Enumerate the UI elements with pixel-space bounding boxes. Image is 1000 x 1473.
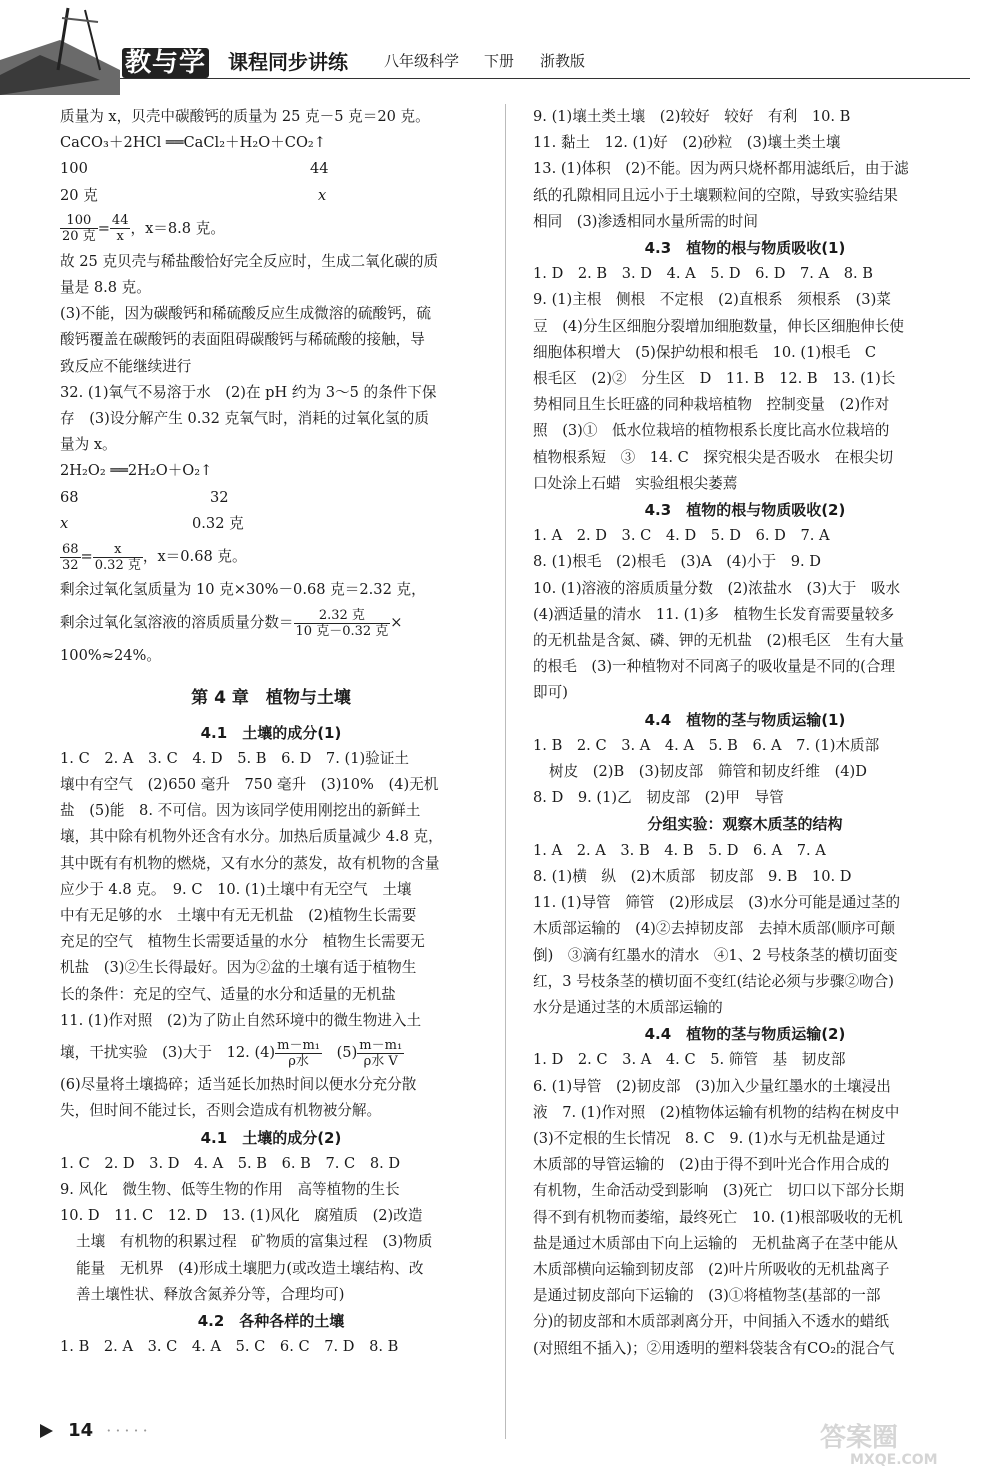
answer-line: 9. (1)主根 侧根 不定根 (2)直根系 须根系 (3)菜 bbox=[533, 291, 891, 309]
answer-line: 13. (1)体积 (2)不能。因为两只烧杯都用滤纸后，由于滤 bbox=[533, 160, 909, 178]
equation-value: 44 bbox=[310, 160, 329, 178]
answer-line: (4)洒适量的清水 11. (1)多 植物生长发育需要量较多 bbox=[533, 605, 895, 623]
answer-line: 土壤 有机物的积累过程 矿物质的富集过程 (3)物质 bbox=[76, 1233, 433, 1251]
answer-line: 10. D 11. C 12. D 13. (1)风化 腐殖质 (2)改造 bbox=[60, 1207, 423, 1225]
answer-line: 壤，其中除有机物外还含有水分。加热后质量减少 4.8 克， bbox=[60, 828, 443, 846]
text-line: 质量为 x，贝壳中碳酸钙的质量为 25 克－5 克＝20 克。 bbox=[60, 108, 430, 125]
text-line: 量为 x。 bbox=[60, 436, 117, 454]
answer-line: 8. (1)根毛 (2)根毛 (3)A (4)小于 9. D bbox=[533, 553, 821, 571]
answer-line: 失，但时间不能过长，否则会造成有机物被分解。 bbox=[60, 1102, 382, 1120]
footer-dots: ····· bbox=[106, 1421, 152, 1440]
answer-line: 纸的孔隙相同且远小于土壤颗粒间的空隙，导致实验结果 bbox=[533, 186, 898, 204]
column-divider bbox=[505, 104, 506, 1439]
answer-line: 植物根系短 ③ 14. C 探究根尖是否吸水 在根尖切 bbox=[533, 448, 894, 466]
arrow-right-icon bbox=[40, 1424, 53, 1438]
equation-value: 68 bbox=[60, 488, 79, 506]
answer-line: 1. B 2. A 3. C 4. A 5. C 6. C 7. D 8. B bbox=[60, 1338, 399, 1356]
answer-line: 口处涂上石蜡 实验组根尖萎蔫 bbox=[533, 474, 738, 492]
answer-line: 即可) bbox=[533, 684, 568, 702]
text-line: 100%≈24%。 bbox=[60, 647, 161, 665]
fraction: $\frac{100}{\text{20 克}}$ bbox=[62, 213, 96, 245]
answer-line: 充足的空气 植物生长需要适量的水分 植物生长需要无 bbox=[60, 933, 425, 951]
answer-line: 1. C 2. D 3. D 4. A 5. B 6. B 7. C 8. D bbox=[60, 1154, 401, 1172]
text-line: 故 25 克贝壳与稀盐酸恰好完全反应时，生成二氧化碳的质 bbox=[60, 252, 439, 270]
page-number: 14 bbox=[68, 1420, 94, 1441]
brand-logo: 教与学 bbox=[122, 42, 209, 79]
section-heading: 4.4 植物的茎与物质运输(1) bbox=[644, 710, 846, 729]
answer-line: 分)的韧皮部和木质部剥离分开，中间插入不透水的蜡纸 bbox=[533, 1313, 889, 1331]
answer-line: 盐是通过木质部由下向上运输的 无机盐离子在茎中能从 bbox=[533, 1234, 898, 1252]
equation-line: CaCO₃＋2HCl ══CaCl₂＋H₂O＋CO₂↑ bbox=[60, 134, 326, 152]
answer-line: (对照组不插入)；②用透明的塑料袋装含有CO₂的混合气 bbox=[533, 1339, 895, 1357]
section-heading: 4.2 各种各样的土壤 bbox=[197, 1311, 345, 1330]
answer-line: 得不到有机物而萎缩，最终死亡 10. (1)根部吸收的无机 bbox=[533, 1208, 903, 1226]
header-grade: 八年级科学 bbox=[384, 52, 460, 70]
header-decoration-icon bbox=[0, 0, 120, 95]
answer-line: 11. 黏土 12. (1)好 (2)砂粒 (3)壤土类土壤 bbox=[533, 134, 841, 152]
answer-line: 中有无足够的水 土壤中有无无机盐 (2)植物生长需要 bbox=[60, 907, 417, 925]
answer-line: 水分是通过茎的木质部运输的 bbox=[533, 998, 723, 1016]
fraction: $\frac{\text{m－m₁}}{\text{ρ水 V}}$ bbox=[359, 1037, 403, 1069]
answer-line: 是通过韧皮部向下运输的 (3)①将植物茎(基部的一部 bbox=[533, 1287, 881, 1305]
answer-line: 倒) ③滴有红墨水的清水 ④1、2 号枝条茎的横切面变 bbox=[533, 946, 898, 964]
answer-line: 盐 (5)能 8. 不可信。因为该同学使用刚挖出的新鲜土 bbox=[60, 802, 421, 820]
equation-value: 20 克 bbox=[60, 186, 98, 204]
text-line: 32. (1)氧气不易溶于水 (2)在 pH 约为 3～5 的条件下保 bbox=[60, 383, 437, 401]
svg-text:MXQE.COM: MXQE.COM bbox=[850, 1452, 938, 1468]
header-volume: 下册 bbox=[484, 52, 515, 70]
equation-value: 32 bbox=[210, 488, 229, 506]
answer-line: 红，3 号枝条茎的横切面不变红(结论必须与步骤②吻合) bbox=[533, 972, 894, 990]
section-heading: 分组实验：观察木质茎的结构 bbox=[647, 815, 843, 834]
equation-value: x bbox=[60, 514, 69, 532]
equation-row bbox=[60, 485, 482, 511]
equation-value: 0.32 克 bbox=[192, 514, 244, 532]
answer-line: 树皮 (2)B (3)韧皮部 筛管和韧皮纤维 (4)D bbox=[549, 763, 867, 781]
answer-line: 的根毛 (3)一种植物对不同离子的吸收量是不同的(合理 bbox=[533, 658, 896, 676]
fraction: $\frac{\text{m－m₁}}{\text{ρ水}}$ bbox=[277, 1037, 321, 1069]
answer-line: 应少于 4.8 克。 9. C 10. (1)土壤中有无空气 土壤 bbox=[60, 880, 412, 898]
text-line: 致反应不能继续进行 bbox=[60, 357, 192, 375]
answer-line: 8. (1)横 纵 (2)木质部 韧皮部 9. B 10. D bbox=[533, 867, 852, 885]
chapter-heading: 第 4 章 植物与土壤 bbox=[191, 688, 351, 709]
answer-line: (6)尽量将土壤捣碎；适当延长加热时间以便水分充分散 bbox=[60, 1076, 417, 1094]
equation-row bbox=[60, 156, 482, 182]
answer-line: 相同 (3)渗透相同水量所需的时间 bbox=[533, 212, 758, 230]
proportion-line: 剩余过氧化氢溶液的溶质质量分数＝ $\frac{\text{2.32 克}}{\text{10 克－0.32 克}}$ × bbox=[60, 607, 403, 639]
text-line: (3)不能，因为碳酸钙和稀硫酸反应生成微溶的硫酸钙，硫 bbox=[60, 305, 431, 323]
answer-line: 液 7. (1)作对照 (2)植物体运输有机物的结构在树皮中 bbox=[533, 1103, 900, 1121]
answer-line: 机盐 (3)②生长得最好。因为②盆的土壤有适于植物生 bbox=[60, 959, 417, 977]
fraction: $\frac{44}{x}$ bbox=[111, 213, 129, 245]
left-column bbox=[60, 104, 482, 1360]
header-edition: 浙教版 bbox=[540, 52, 586, 70]
section-heading: 4.3 植物的根与物质吸收(1) bbox=[644, 239, 846, 258]
page-header bbox=[0, 0, 1000, 95]
equation-row bbox=[60, 183, 482, 209]
text-line: 存 (3)设分解产生 0.32 克氧气时，消耗的过氧化氢的质 bbox=[60, 410, 429, 428]
proportion-line: $\frac{68}{32}$ = $\frac{x}{\text{0.32 克}}$ ，x＝0.68 克。 bbox=[62, 541, 247, 573]
answer-line: 11. (1)导管 筛管 (2)形成层 (3)水分可能是通过茎的 bbox=[533, 894, 901, 912]
text-line: 量是 8.8 克。 bbox=[60, 279, 151, 297]
text-line: 剩余过氧化氢质量为 10 克×30%－0.68 克＝2.32 克， bbox=[60, 581, 426, 599]
svg-text:答案圈: 答案圈 bbox=[820, 1423, 899, 1453]
equation-row bbox=[60, 511, 482, 537]
answer-line: 9. (1)壤土类土壤 (2)较好 较好 有利 10. B bbox=[533, 108, 851, 125]
answer-line: 善土壤性状、释放含氮养分等，合理均可) bbox=[76, 1285, 345, 1303]
answer-line: 根毛区 (2)② 分生区 D 11. B 12. B 13. (1)长 bbox=[533, 370, 896, 388]
answer-line: 势相同且生长旺盛的同种栽培植物 控制变量 (2)作对 bbox=[533, 396, 890, 414]
answer-line: 1. B 2. C 3. A 4. A 5. B 6. A 7. (1)木质部 bbox=[533, 736, 880, 754]
answer-line: (3)不定根的生长情况 8. C 9. (1)水与无机盐是通过 bbox=[533, 1129, 886, 1147]
answer-line: 照 (3)① 低水位栽培的植物根系长度比高水位栽培的 bbox=[533, 422, 890, 440]
answer-line: 1. C 2. A 3. C 4. D 5. B 6. D 7. (1)验证土 bbox=[60, 749, 409, 767]
answer-line: 1. A 2. D 3. C 4. D 5. D 6. D 7. A bbox=[533, 527, 830, 545]
answer-line: 其中既有有机物的燃烧，又有水分的蒸发，故有机物的含量 bbox=[60, 854, 440, 872]
answer-line: 壤中有空气 (2)650 毫升 750 毫升 (3)10% (4)无机 bbox=[60, 776, 439, 794]
fraction: $\frac{x}{\text{0.32 克}}$ bbox=[94, 541, 141, 573]
answer-line: 长的条件：充足的空气、适量的水分和适量的无机盐 bbox=[60, 985, 396, 1003]
answer-line: 10. (1)溶液的溶质质量分数 (2)浓盐水 (3)大于 吸水 bbox=[533, 579, 901, 597]
equation-line: 2H₂O₂ ══2H₂O＋O₂↑ bbox=[60, 462, 213, 480]
right-column bbox=[533, 104, 957, 1362]
answer-line: 11. (1)作对照 (2)为了防止自然环境中的微生物进入土 bbox=[60, 1011, 422, 1029]
answer-line: 细胞体积增大 (5)保护幼根和根毛 10. (1)根毛 C bbox=[533, 343, 877, 361]
answer-line: 能量 无机界 (4)形成土壤肥力(或改造土壤结构、改 bbox=[76, 1259, 424, 1277]
text-line: 酸钙覆盖在碳酸钙的表面阻碍碳酸钙与稀硫酸的接触，导 bbox=[60, 331, 425, 349]
answer-line: 6. (1)导管 (2)韧皮部 (3)加入少量红墨水的土壤浸出 bbox=[533, 1077, 891, 1095]
answer-line: 8. D 9. (1)乙 韧皮部 (2)甲 导管 bbox=[533, 789, 784, 807]
answer-line: 木质部的导管运输的 (2)由于得不到叶光合作用合成的 bbox=[533, 1156, 890, 1174]
answer-line: 有机物，生命活动受到影响 (3)死亡 切口以下部分长期 bbox=[533, 1182, 904, 1200]
answer-line: 壤，干扰实验 (3)大于 12. (4) $\frac{\text{m－m₁}}{\text{ρ水}}$ (5) $\frac{\text{m－m₁}}{\text{ρ水 V}}$ bbox=[60, 1037, 403, 1069]
section-heading: 4.3 植物的根与物质吸收(2) bbox=[644, 501, 846, 520]
answer-line: 1. D 2. B 3. D 4. A 5. D 6. D 7. A 8. B bbox=[533, 265, 873, 283]
header-rule bbox=[120, 78, 970, 79]
section-heading: 4.1 土壤的成分(1) bbox=[200, 723, 342, 742]
answer-line: 的无机盐是含氮、磷、钾的无机盐 (2)根毛区 生有大量 bbox=[533, 632, 904, 650]
section-heading: 4.1 土壤的成分(2) bbox=[200, 1128, 342, 1147]
fraction: $\frac{68}{32}$ bbox=[62, 541, 79, 573]
answer-line: 1. D 2. C 3. A 4. C 5. 筛管 基 韧皮部 bbox=[533, 1051, 846, 1069]
section-heading: 4.4 植物的茎与物质运输(2) bbox=[644, 1025, 846, 1044]
answer-line: 9. 风化 微生物、低等生物的作用 高等植物的生长 bbox=[60, 1180, 400, 1198]
answer-line: 木质部运输的 (4)②去掉韧皮部 去掉木质部(顺序可颠 bbox=[533, 920, 896, 938]
proportion-line: $\frac{100}{\text{20 克}}$ = $\frac{44}{x}$ ，x＝8.8 克。 bbox=[62, 213, 225, 245]
fraction: $\frac{\text{2.32 克}}{\text{10 克－0.32 克}}$ bbox=[295, 607, 389, 639]
header-title: 课程同步讲练 bbox=[228, 50, 348, 74]
equation-value: 100 bbox=[60, 160, 88, 178]
equation-value: x bbox=[318, 186, 327, 204]
watermark-logo bbox=[810, 1418, 980, 1468]
page-footer bbox=[40, 1420, 152, 1452]
answer-line: 木质部横向运输到韧皮部 (2)叶片所吸收的无机盐离子 bbox=[533, 1260, 890, 1278]
answer-line: 豆 (4)分生区细胞分裂增加细胞数量，伸长区细胞伸长使 bbox=[533, 317, 904, 335]
answer-line: 1. A 2. A 3. B 4. B 5. D 6. A 7. A bbox=[533, 841, 826, 859]
